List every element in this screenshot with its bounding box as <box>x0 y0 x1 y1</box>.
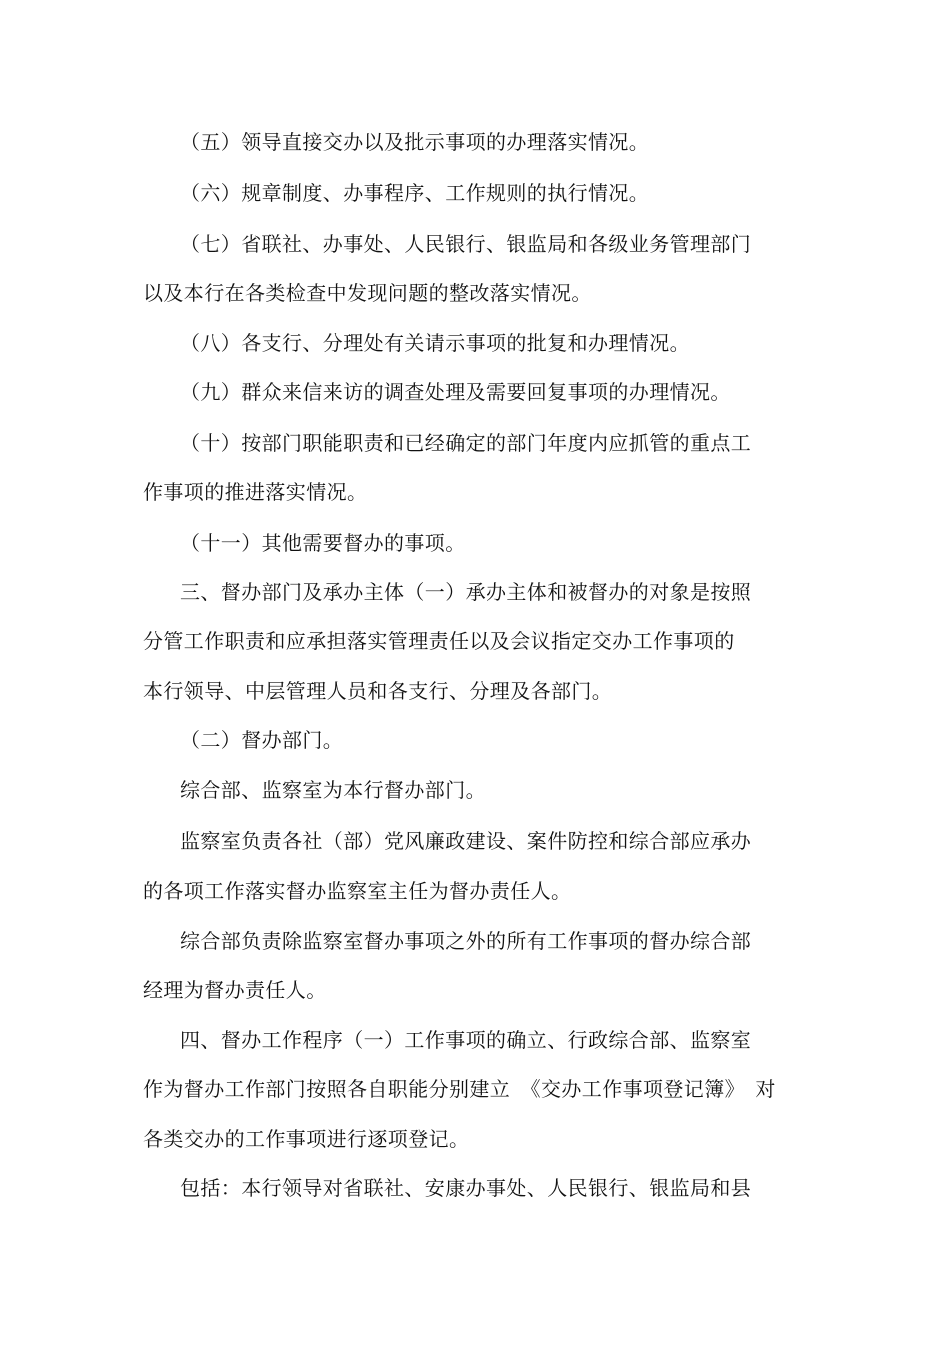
paragraph-line: （二）督办部门。 <box>180 728 344 752</box>
paragraph-line: 包括：本行领导对省联社、安康办事处、人民银行、银监局和县 <box>180 1176 752 1200</box>
paragraph-line: 的各项工作落实督办监察室主任为督办责任人。 <box>143 879 572 903</box>
paragraph-line: 以及本行在各类检查中发现问题的整改落实情况。 <box>143 281 592 305</box>
paragraph-line: （九）群众来信来访的调查处理及需要回复事项的办理情况。 <box>180 380 731 404</box>
paragraph-line: 本行领导、中层管理人员和各支行、分理及各部门。 <box>143 679 613 703</box>
paragraph-line: （七）省联社、办事处、人民银行、银监局和各级业务管理部门 <box>180 232 752 256</box>
paragraph-line: 四、督办工作程序（一）工作事项的确立、行政综合部、监察室 <box>180 1028 752 1052</box>
paragraph-line: （六）规章制度、办事程序、工作规则的执行情况。 <box>180 181 650 205</box>
paragraph-line: （十一）其他需要督办的事项。 <box>180 531 466 555</box>
paragraph-line: 作为督办工作部门按照各自职能分别建立 《交办工作事项登记簿》 对 <box>143 1077 776 1101</box>
paragraph-line: 综合部、监察室为本行督办部门。 <box>180 778 486 802</box>
paragraph-line: 综合部负责除监察室督办事项之外的所有工作事项的督办综合部 <box>180 929 752 953</box>
paragraph-line: （五）领导直接交办以及批示事项的办理落实情况。 <box>180 130 650 154</box>
paragraph-line: 监察室负责各社（部）党风廉政建设、案件防控和综合部应承办 <box>180 829 752 853</box>
paragraph-line: 分管工作职责和应承担落实管理责任以及会议指定交办工作事项的 <box>143 629 735 653</box>
paragraph-line: 作事项的推进落实情况。 <box>143 480 368 504</box>
paragraph-line: 经理为督办责任人。 <box>143 978 327 1002</box>
paragraph-line: （八）各支行、分理处有关请示事项的批复和办理情况。 <box>180 331 690 355</box>
paragraph-line: （十）按部门职能职责和已经确定的部门年度内应抓管的重点工 <box>180 431 752 455</box>
paragraph-line: 各类交办的工作事项进行逐项登记。 <box>143 1127 470 1151</box>
paragraph-line: 三、督办部门及承办主体（一）承办主体和被督办的对象是按照 <box>180 580 752 604</box>
